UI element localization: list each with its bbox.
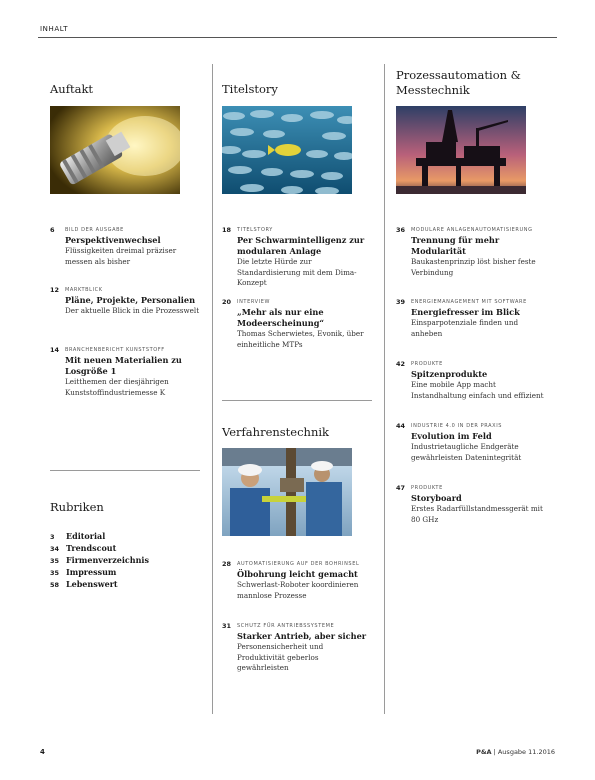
toc-entry[interactable]: [396, 226, 546, 278]
entry-description: Thomas Scherwietes, Evonik, über einheitliche MTPs: [237, 329, 364, 349]
fitting-photo: [50, 106, 180, 194]
toc-entry[interactable]: [50, 286, 200, 317]
toc-entry[interactable]: [222, 622, 372, 674]
toc-entry[interactable]: [396, 484, 546, 525]
issue-label: | Ausgabe 11.2016: [493, 748, 555, 756]
section-title-verfahrenstechnik: Verfahrenstechnik: [222, 425, 330, 439]
entry-description: Der aktuelle Blick in die Prozesswelt: [65, 306, 200, 315]
toc-entry[interactable]: [50, 226, 200, 267]
toc-entry[interactable]: [396, 360, 546, 401]
column-divider: [384, 64, 385, 714]
entry-description: Erstes Radarfüllstandmessgerät mit 80 GHz: [411, 504, 543, 524]
toc-entry[interactable]: [222, 560, 372, 601]
rubrik-item[interactable]: [50, 579, 118, 592]
page-number: 12: [50, 286, 60, 294]
page-number: 6: [50, 226, 55, 234]
entry-title: Pläne, Projekte, Personalien: [65, 295, 196, 305]
page-number: 20: [222, 298, 232, 306]
entry-title: Per Schwarmintelligenz zur modularen Anlage: [237, 235, 365, 256]
brand-name: P&A: [476, 748, 492, 756]
page-number-footer: 4: [40, 748, 45, 756]
entry-title: Evolution im Feld: [411, 431, 492, 441]
entry-description: Schwerlast-Roboter koordinieren mannlose Prozesse: [237, 580, 359, 600]
entry-description: Industrietaugliche Endgeräte gewährleisten Datenintegrität: [411, 442, 522, 462]
entry-description: Baukastenprinzip löst bisher feste Verbindung: [411, 257, 536, 277]
page-number: 34: [50, 545, 60, 553]
entry-title: Mit neuen Materialien zu Losgröße 1: [65, 355, 182, 376]
section-title-titelstory: Titelstory: [222, 82, 278, 96]
entry-kicker: MODULARE ANLAGENAUTOMATISIERUNG: [411, 227, 533, 233]
page-number: 35: [50, 569, 60, 577]
rubrik-label: Trendscout: [66, 543, 117, 553]
workers-photo: [222, 448, 352, 536]
section-title-rubriken: Rubriken: [50, 500, 104, 514]
column-divider: [212, 64, 213, 714]
entry-kicker: MARKTBLICK: [65, 287, 103, 293]
entry-description: Leitthemen der diesjährigen Kunststoffindustriemesse K: [65, 377, 169, 397]
entry-kicker: BRANCHENBERICHT KUNSTSTOFF: [65, 347, 165, 353]
header-rule: [38, 37, 557, 38]
entry-title: Starker Antrieb, aber sicher: [237, 631, 367, 641]
entry-title: Spitzenprodukte: [411, 369, 488, 379]
rubrik-item[interactable]: [50, 531, 105, 544]
section-title-auftakt: Auftakt: [50, 82, 94, 96]
rubrik-item[interactable]: [50, 567, 116, 580]
rubrik-label: Firmenverzeichnis: [66, 555, 149, 565]
toc-entry[interactable]: [222, 298, 372, 350]
entry-description: Einsparpotenziale finden und anheben: [411, 318, 519, 338]
entry-description: Flüssigkeiten dreimal präziser messen als bisher: [65, 246, 177, 266]
entry-kicker: AUTOMATISIERUNG AUF DER BOHRINSEL: [237, 561, 360, 567]
entry-description: Eine mobile App macht Instandhaltung einfach und effizient: [411, 380, 544, 400]
oilrig-photo: [396, 106, 526, 194]
section-label: INHALT: [40, 25, 69, 33]
rubrik-label: Editorial: [66, 531, 106, 541]
entry-kicker: PRODUKTE: [411, 361, 443, 367]
entry-title: Trennung für mehr Modularität: [411, 235, 500, 256]
entry-title: Perspektivenwechsel: [65, 235, 161, 245]
toc-entry[interactable]: [396, 422, 546, 463]
section-divider: [50, 470, 200, 471]
issue-info: [476, 748, 555, 756]
fish-photo: [222, 106, 352, 194]
page-number: 36: [396, 226, 406, 234]
toc-entry[interactable]: [50, 346, 200, 398]
entry-description: Personensicherheit und Produktivität geberlos gewährleisten: [237, 642, 324, 672]
page-number: 31: [222, 622, 232, 630]
page-number: 39: [396, 298, 406, 306]
entry-description: Die letzte Hürde zur Standardisierung mit dem Dima-Konzept: [237, 257, 357, 287]
page-number: 47: [396, 484, 406, 492]
rubrik-item[interactable]: [50, 543, 116, 556]
entry-kicker: TITELSTORY: [237, 227, 273, 233]
toc-entry[interactable]: [222, 226, 372, 289]
section-divider: [222, 400, 372, 401]
rubrik-label: Impressum: [66, 567, 117, 577]
page-number: 58: [50, 581, 60, 589]
entry-title: Ölbohrung leicht gemacht: [237, 569, 358, 579]
entry-kicker: INTERVIEW: [237, 299, 271, 305]
entry-title: Storyboard: [411, 493, 462, 503]
page-number: 3: [50, 533, 55, 541]
page-number: 14: [50, 346, 60, 354]
entry-kicker: ENERGIEMANAGEMENT MIT SOFTWARE: [411, 299, 527, 305]
toc-entry[interactable]: [396, 298, 546, 339]
entry-title: „Mehr als nur eine Modeerscheinung“: [237, 307, 325, 328]
section-title-prozessautomation: Prozessautomation & Messtechnik: [396, 68, 521, 97]
rubrik-item[interactable]: [50, 555, 149, 568]
page-number: 28: [222, 560, 232, 568]
rubrik-label: Lebenswert: [66, 579, 118, 589]
entry-title: Energiefresser im Blick: [411, 307, 520, 317]
page-number: 18: [222, 226, 232, 234]
page-number: 35: [50, 557, 60, 565]
entry-kicker: BILD DER AUSGABE: [65, 227, 124, 233]
entry-kicker: PRODUKTE: [411, 485, 443, 491]
entry-kicker: INDUSTRIE 4.0 IN DER PRAXIS: [411, 423, 503, 429]
page-number: 44: [396, 422, 406, 430]
page-number: 42: [396, 360, 406, 368]
entry-kicker: SCHUTZ FÜR ANTRIEBSSYSTEME: [237, 623, 335, 629]
